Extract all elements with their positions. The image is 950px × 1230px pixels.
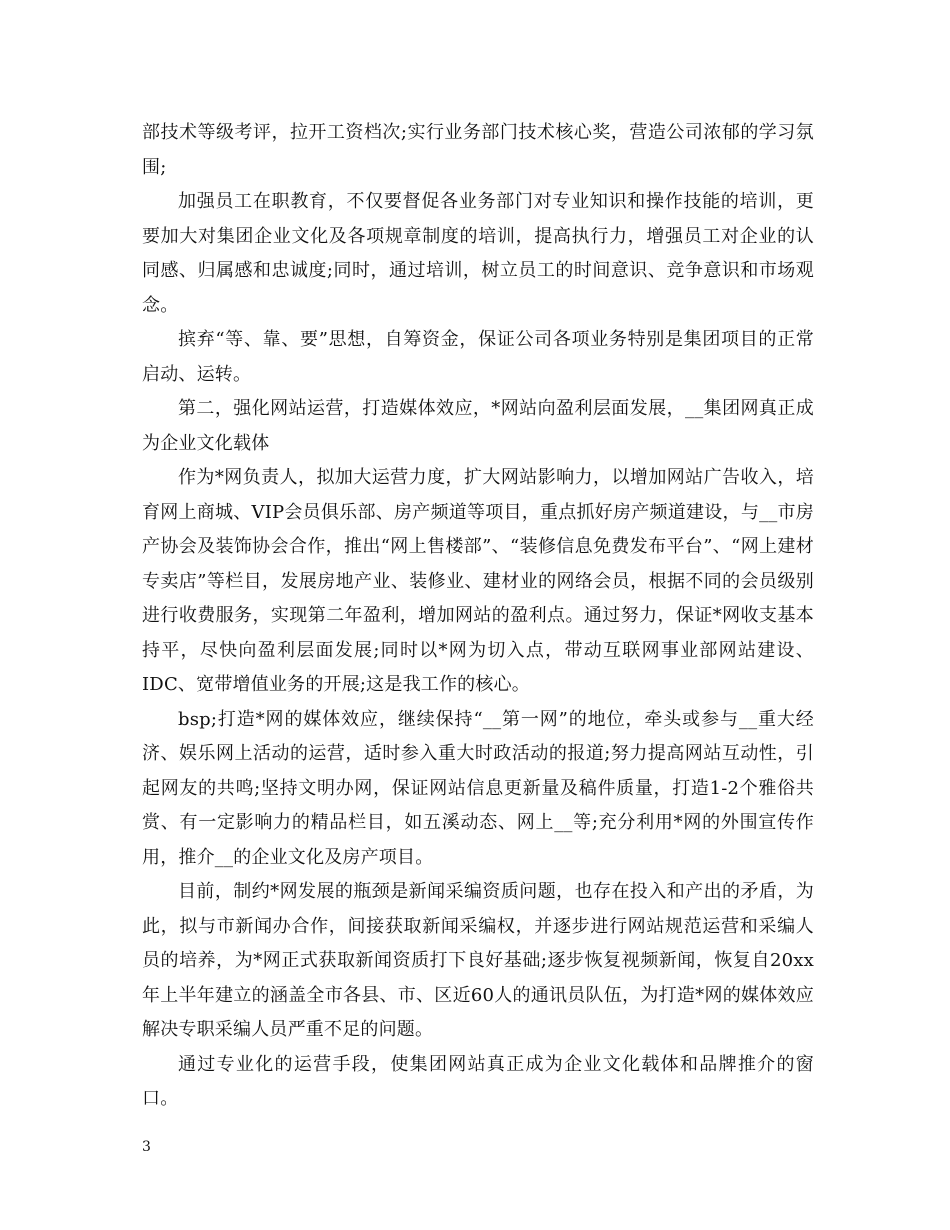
paragraph-2: 加强员工在职教育，不仅要督促各业务部门对专业知识和操作技能的培训，更要加大对集团企业文化及各项规章制度的培训，提高执行力，增强员工对企业的认同感、归属感和忠诚度;同时，通过培训，树立员工的时间意识、竞争意识和市场观念。: [142, 191, 814, 316]
paragraph-3: 摈弃“等、靠、要”思想，自筹资金，保证公司各项业务特别是集团项目的正常启动、运转。: [142, 329, 814, 385]
paragraph-4-heading: 第二，强化网站运营，打造媒体效应，*网站向盈利层面发展，__集团网真正成为企业文化载体: [142, 398, 814, 454]
paragraph-5: 作为*网负责人，拟加大运营力度，扩大网站影响力，以增加网站广告收入，培育网上商城、VIP会员俱乐部、房产频道等项目，重点抓好房产频道建设，与__市房产协会及装饰协会合作，推出“网上售楼部”、“装修信息免费发布平台”、“网上建材专卖店”等栏目，发展房地产业、装修业、建材业的网络会员，根据不同的会员级别进行收费服务，实现第二年盈利，增加网站的盈利点。通过努力，保证*网收支基本持平，尽快向盈利层面发展;同时以*网为切入点，带动互联网事业部网站建设、IDC、宽带增值业务的开展;这是我工作的核心。: [142, 467, 814, 695]
paragraph-1: 部技术等级考评，拉开工资档次;实行业务部门技术核心奖，营造公司浓郁的学习氛围;: [142, 122, 814, 178]
paragraph-7: 目前，制约*网发展的瓶颈是新闻采编资质问题，也存在投入和产出的矛盾，为此，拟与市新闻办合作，间接获取新闻采编权，并逐步进行网站规范运营和采编人员的培养，为*网正式获取新闻资质打下良好基础;逐步恢复视频新闻，恢复自20xx年上半年建立的涵盖全市各县、市、区近60人的通讯员队伍，为打造*网的媒体效应解决专职采编人员严重不足的问题。: [142, 881, 814, 1040]
paragraph-6: bsp;打造*网的媒体效应，继续保持“__第一网”的地位，牵头或参与__重大经济、娱乐网上活动的运营，适时参入重大时政活动的报道;努力提高网站互动性，引起网友的共鸣;坚持文明办网，保证网站信息更新量及稿件质量，打造1-2个雅俗共赏、有一定影响力的精品栏目，如五溪动态、网上__等;充分利用*网的外围宣传作用，推介__的企业文化及房产项目。: [142, 708, 814, 868]
page-number: 3: [142, 1139, 151, 1155]
paragraph-8: 通过专业化的运营手段，使集团网站真正成为企业文化载体和品牌推介的窗口。: [142, 1053, 814, 1109]
document-body: [142, 116, 814, 1117]
